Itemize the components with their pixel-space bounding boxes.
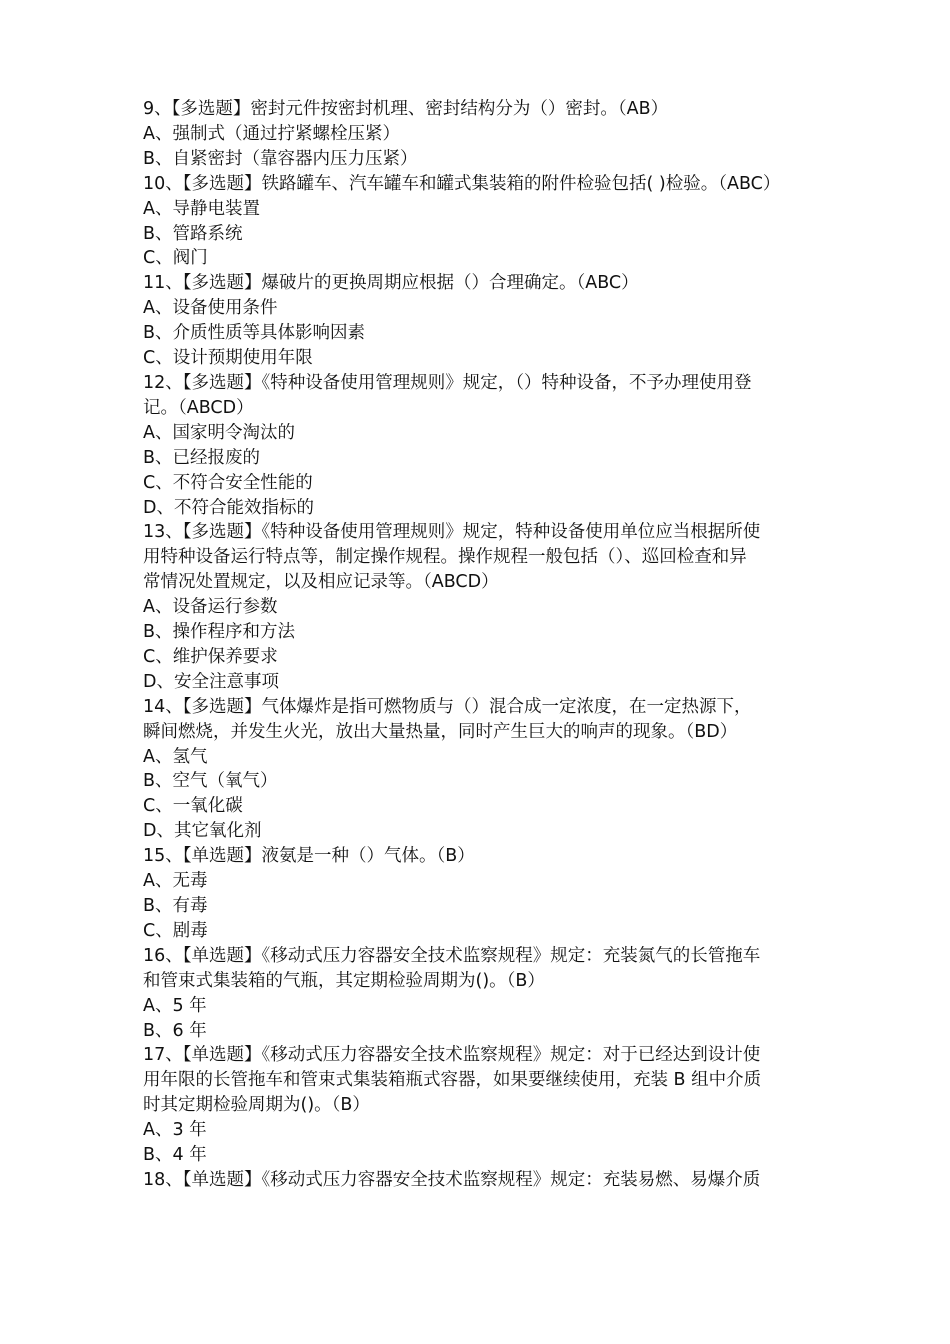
answer-option: C、阀门 xyxy=(143,248,208,269)
question-text: 13、【多选题】《特种设备使用管理规则》规定，特种设备使用单位应当根据所使 xyxy=(143,522,761,543)
question-text: 9、【多选题】密封元件按密封机理、密封结构分为（）密封。（AB） xyxy=(143,99,669,119)
question-text: 15、【单选题】液氨是一种（）气体。（B） xyxy=(143,846,475,867)
question-item xyxy=(143,1168,811,1193)
question-item xyxy=(143,97,811,172)
question-text: 14、【多选题】气体爆炸是指可燃物质与（）混合成一定浓度，在一定热源下， xyxy=(143,696,752,717)
answer-option: C、不符合安全性能的 xyxy=(143,472,313,493)
answer-option: A、国家明令淘汰的 xyxy=(143,422,295,443)
answer-option: B、操作程序和方法 xyxy=(143,622,296,643)
answer-option: B、管路系统 xyxy=(143,223,243,244)
question-item xyxy=(143,944,811,1044)
answer-option: A、强制式（通过拧紧螺栓压紧） xyxy=(143,123,400,144)
question-text: 18、【单选题】《移动式压力容器安全技术监察规程》规定：充装易燃、易爆介质 xyxy=(143,1169,761,1190)
question-item xyxy=(143,271,811,371)
answer-option: A、氢气 xyxy=(143,746,208,767)
answer-option: D、其它氧化剂 xyxy=(143,821,262,842)
answer-option: B、介质性质等具体影响因素 xyxy=(143,323,366,344)
answer-option: C、设计预期使用年限 xyxy=(143,348,313,369)
question-text: 11、【多选题】爆破片的更换周期应根据（）合理确定。（ABC） xyxy=(143,273,639,294)
question-text: 17、【单选题】《移动式压力容器安全技术监察规程》规定：对于已经达到设计使 xyxy=(143,1045,761,1066)
answer-option: A、导静电装置 xyxy=(143,198,260,219)
answer-option: C、维护保养要求 xyxy=(143,646,278,667)
question-text: 常情况处置规定，以及相应记录等。（ABCD） xyxy=(143,572,499,593)
question-text: 16、【单选题】《移动式压力容器安全技术监察规程》规定：充装氮气的长管拖车 xyxy=(143,945,761,966)
question-list xyxy=(143,97,811,1193)
question-text: 瞬间燃烧，并发生火光，放出大量热量，同时产生巨大的响声的现象。（BD） xyxy=(143,721,738,742)
answer-option: B、有毒 xyxy=(143,896,208,916)
question-item xyxy=(143,695,811,844)
question-text: 用年限的长管拖车和管束式集装箱瓶式容器，如果要继续使用，充装 B 组中介质 xyxy=(143,1070,762,1091)
question-item xyxy=(143,371,811,520)
answer-option: D、安全注意事项 xyxy=(143,671,279,692)
question-item xyxy=(143,520,811,694)
answer-option: B、空气（氧气） xyxy=(143,771,278,792)
answer-option: A、3 年 xyxy=(143,1120,207,1141)
answer-option: A、5 年 xyxy=(143,995,207,1016)
answer-option: B、已经报废的 xyxy=(143,447,261,468)
answer-option: A、设备运行参数 xyxy=(143,597,278,618)
question-item xyxy=(143,1043,811,1168)
question-item xyxy=(143,844,811,944)
question-text: 10、【多选题】铁路罐车、汽车罐车和罐式集装箱的附件检验包括( )检验。（ABC） xyxy=(143,173,781,194)
question-text: 和管束式集装箱的气瓶，其定期检验周期为()。（B） xyxy=(143,970,545,991)
answer-option: D、不符合能效指标的 xyxy=(143,497,314,518)
answer-option: C、剧毒 xyxy=(143,920,208,941)
answer-option: A、设备使用条件 xyxy=(143,298,278,319)
answer-option: B、自紧密封（靠容器内压力压紧） xyxy=(143,148,418,169)
answer-option: C、一氧化碳 xyxy=(143,796,243,817)
question-item xyxy=(143,172,811,272)
question-text: 12、【多选题】《特种设备使用管理规则》规定，（）特种设备，不予办理使用登 xyxy=(143,372,752,393)
answer-option: A、无毒 xyxy=(143,871,208,892)
question-text: 用特种设备运行特点等，制定操作规程。操作规程一般包括（）、巡回检查和异 xyxy=(143,547,747,568)
answer-option: B、6 年 xyxy=(143,1020,207,1041)
question-text: 记。（ABCD） xyxy=(143,397,254,418)
answer-option: B、4 年 xyxy=(143,1145,207,1166)
question-text: 时其定期检验周期为()。（B） xyxy=(143,1095,370,1116)
